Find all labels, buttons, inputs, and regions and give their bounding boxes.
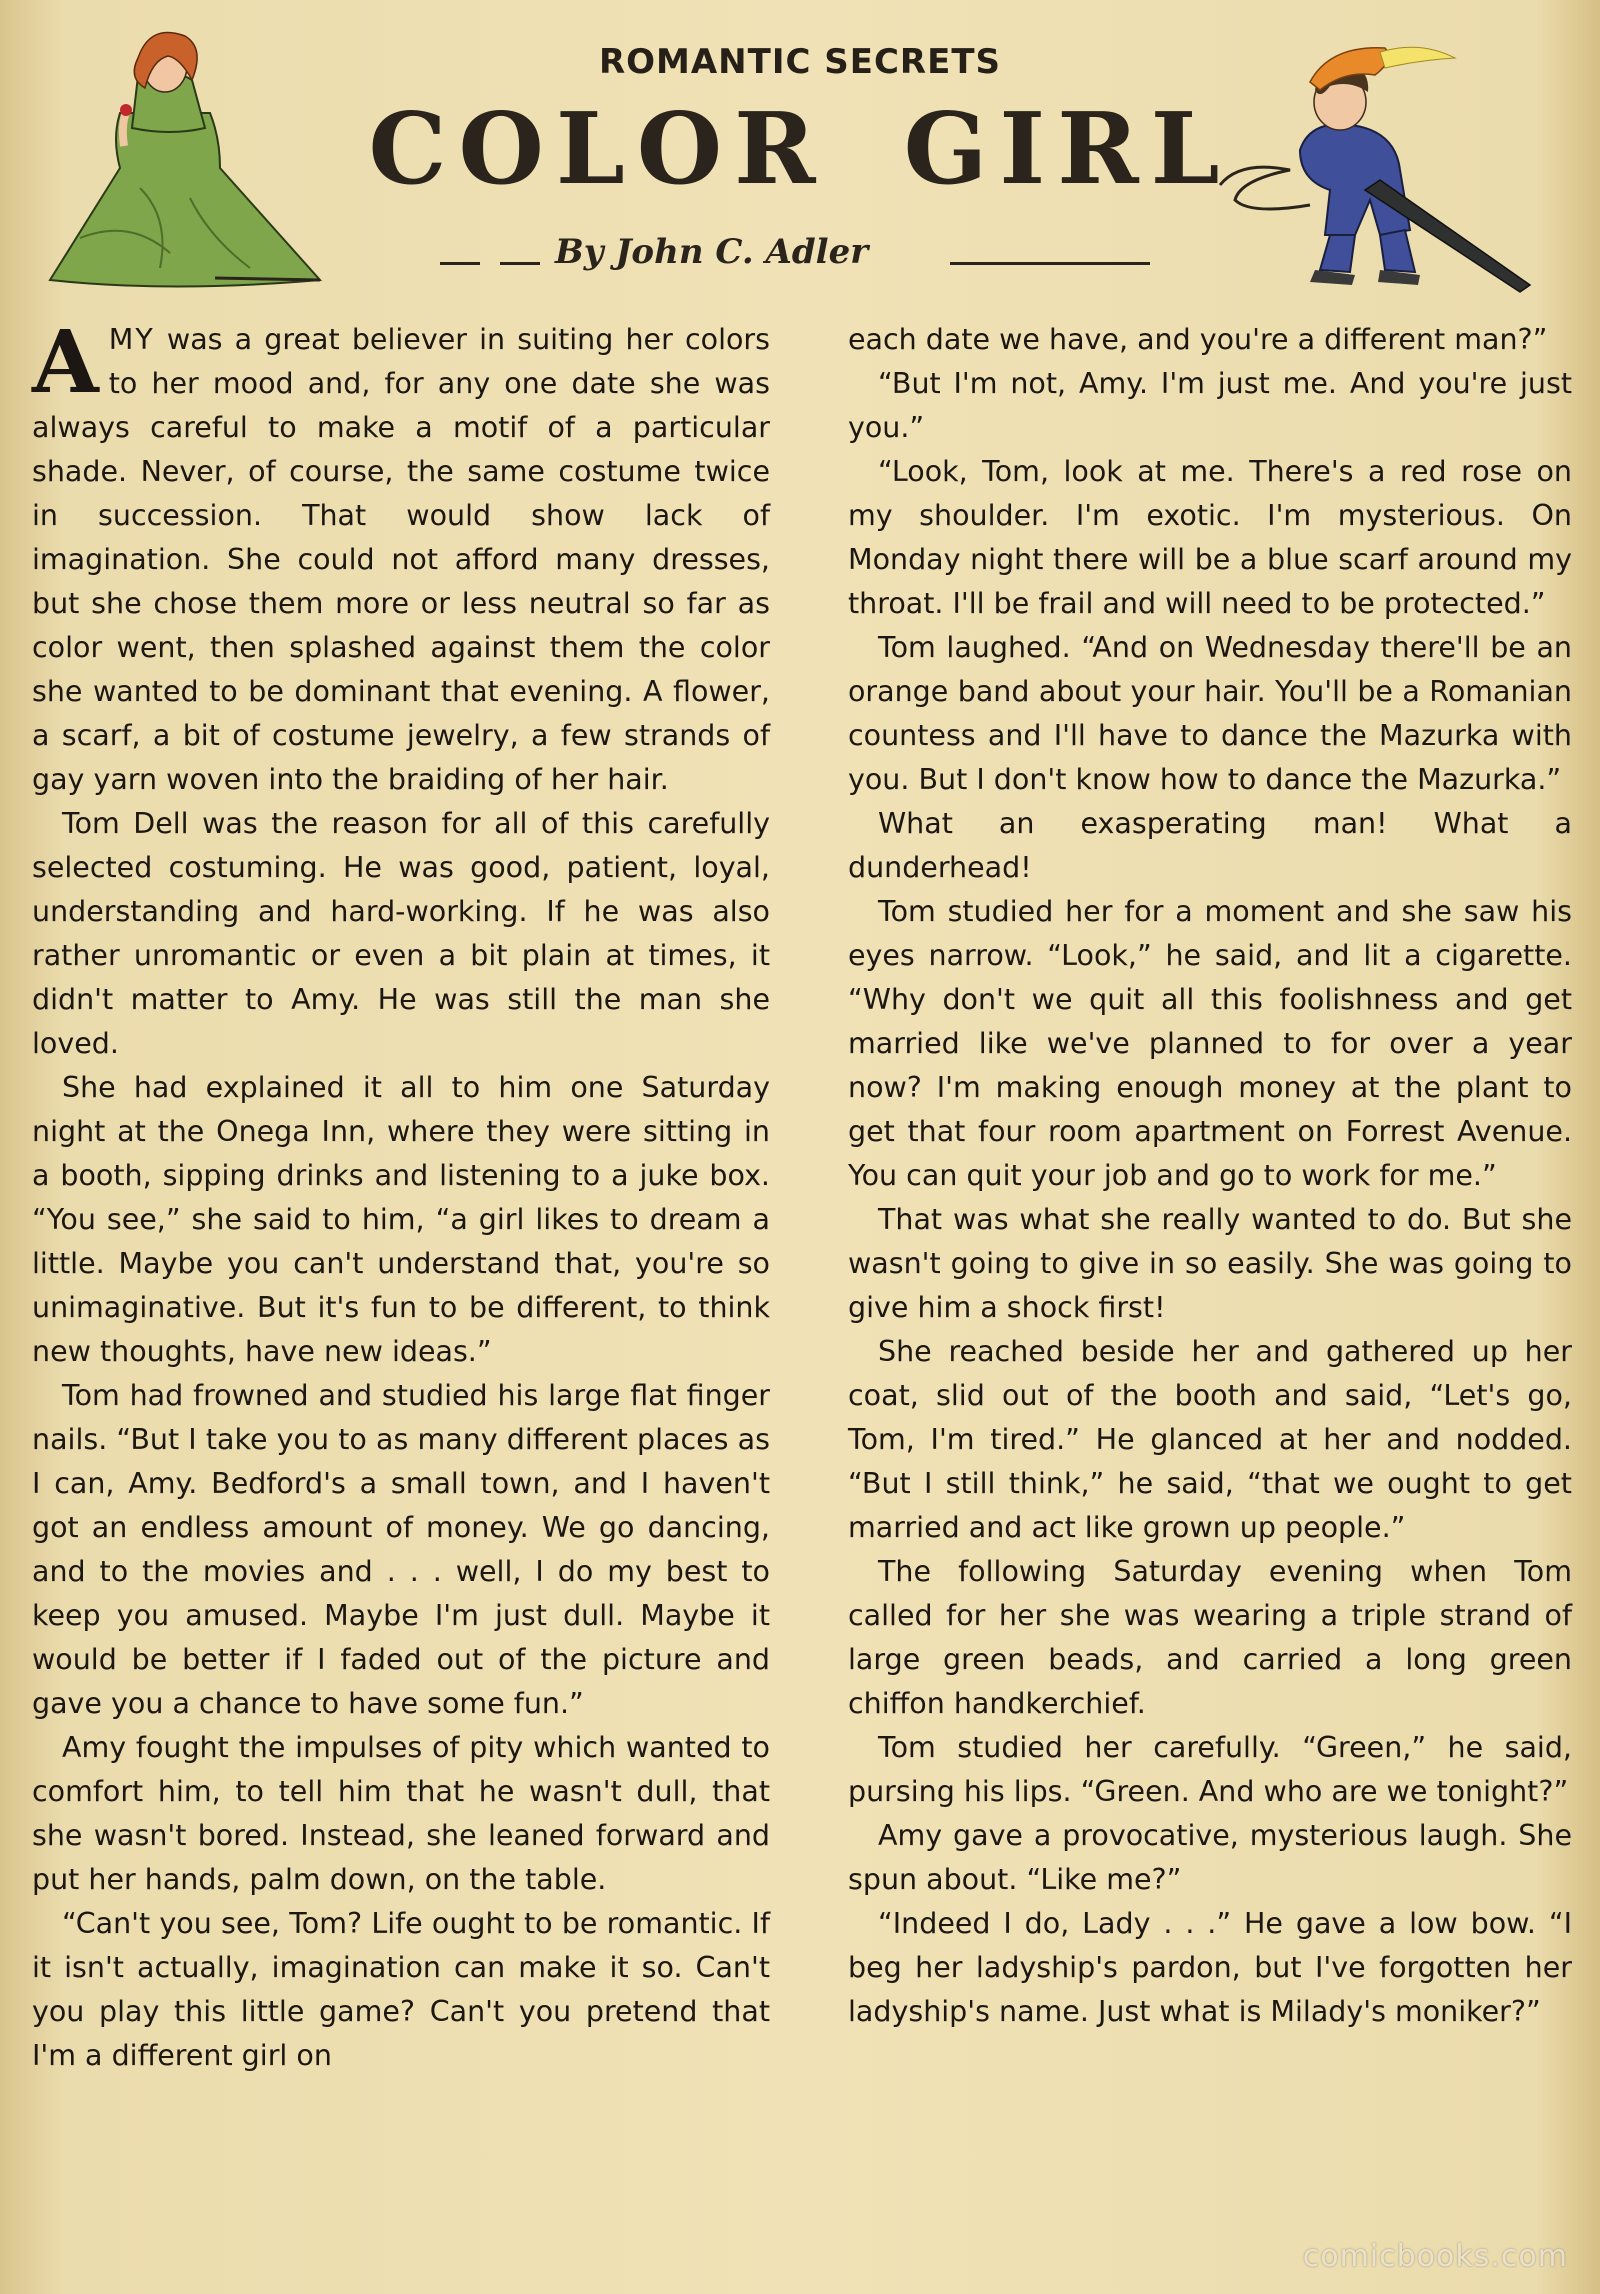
- series-title: ROMANTIC SECRETS: [598, 42, 1002, 82]
- paragraph-text: was a great believer in suiting her colors to her mood and, for any one date she was always careful to make a motif of a particular shade. Never, of course, the same costume twice in succession. That would show lack of imagination. She could not afford many dresses, but she chose them more or less neutral so far as color went, then splashed against them the color she wanted to be dominant that evening. A flower, a scarf, a bit of costume jewelry, a few strands of gay yarn woven into the braiding of her hair.: [32, 323, 770, 796]
- paragraph: She reached beside her and gathered up her coat, slid out of the booth and said, “Let's go, Tom, I'm tired.” He glanced at her and nodded. “But I still think,” he said, “that we ought to get married and act like grown up people.”: [848, 1335, 1572, 1544]
- header-rule-byline-right: [950, 262, 1150, 265]
- drop-cap: A: [32, 312, 99, 413]
- watermark: comicbooks.com: [1302, 2239, 1568, 2274]
- paragraph: She had explained it all to him one Saturday night at the Onega Inn, where they were sitting in a booth, sipping drinks and listening to a juke box. “You see,” she said to him, “a girl likes to dream a little. Maybe you can't understand that, you're so unimaginative. But it's fun to be different, to think new thoughts, have new ideas.”: [32, 1071, 770, 1368]
- story-title: COLOR GIRL: [368, 92, 1232, 207]
- paragraph: The following Saturday evening when Tom called for her she was wearing a triple strand of large green beads, and carried a long green chiffon handkerchief.: [848, 1555, 1572, 1720]
- paragraph: Tom studied her carefully. “Green,” he said, pursing his lips. “Green. And who are we tonight?”: [848, 1731, 1572, 1808]
- first-word: MY: [108, 323, 155, 356]
- paragraph: Amy fought the impulses of pity which wanted to comfort him, to tell him that he wasn't dull, that she wasn't bored. Instead, she leaned forward and put her hands, palm down, on the table.: [32, 1731, 770, 1896]
- byline: By John C. Adler: [555, 232, 869, 272]
- paragraph: That was what she really wanted to do. But she wasn't going to give in so easily. She was going to give him a shock first!: [848, 1203, 1572, 1324]
- story-header: [0, 0, 1600, 300]
- paragraph: Tom Dell was the reason for all of this carefully selected costuming. He was good, patient, loyal, understanding and hard-working. If he was also rather unromantic or even a bit plain at times, it didn't matter to Amy. He was still the man she loved.: [32, 807, 770, 1060]
- paragraph: “Look, Tom, look at me. There's a red rose on my shoulder. I'm exotic. I'm mysterious. On Monday night there will be a blue scarf around my throat. I'll be frail and will need to be protected.”: [848, 455, 1572, 620]
- paragraph: Tom laughed. “And on Wednesday there'll be an orange band about your hair. You'll be a Romanian countess and I'll have to dance the Mazurka with you. But I don't know how to dance the Mazurka.”: [848, 631, 1572, 796]
- paragraph: [32, 312, 770, 802]
- paragraph: Tom had frowned and studied his large flat finger nails. “But I take you to as many different places as I can, Amy. Bedford's a small town, and I haven't got an endless amount of money. We go dancing, and to the movies and . . . well, I do my best to keep you amused. Maybe I'm just dull. Maybe it would be better if I faded out of the picture and gave you a chance to have some fun.”: [32, 1379, 770, 1720]
- paragraph: Tom studied her for a moment and she saw his eyes narrow. “Look,” he said, and lit a cigarette. “Why don't we quit all this foolishness and get married like we've planned to for over a year now? I'm making enough money at the plant to get that four room apartment on Forrest Avenue. You can quit your job and go to work for me.”: [848, 895, 1572, 1192]
- paragraph: each date we have, and you're a different man?”: [848, 323, 1548, 356]
- header-rule-byline-left: [500, 262, 540, 265]
- left-column: [32, 312, 770, 2078]
- paragraph: “Indeed I do, Lady . . .” He gave a low bow. “I beg her ladyship's pardon, but I've forgotten her ladyship's name. Just what is Milady's moniker?”: [848, 1907, 1572, 2028]
- paragraph: “But I'm not, Amy. I'm just me. And you're just you.”: [848, 367, 1572, 444]
- paragraph: What an exasperating man! What a dunderhead!: [848, 807, 1572, 884]
- header-rule-left: [440, 262, 480, 265]
- paragraph: “Can't you see, Tom? Life ought to be romantic. If it isn't actually, imagination can make it so. Can't you play this little game? Can't you pretend that I'm a different girl on: [32, 1907, 770, 2072]
- paragraph: Amy gave a provocative, mysterious laugh. She spun about. “Like me?”: [848, 1819, 1572, 1896]
- right-column: [848, 318, 1572, 2034]
